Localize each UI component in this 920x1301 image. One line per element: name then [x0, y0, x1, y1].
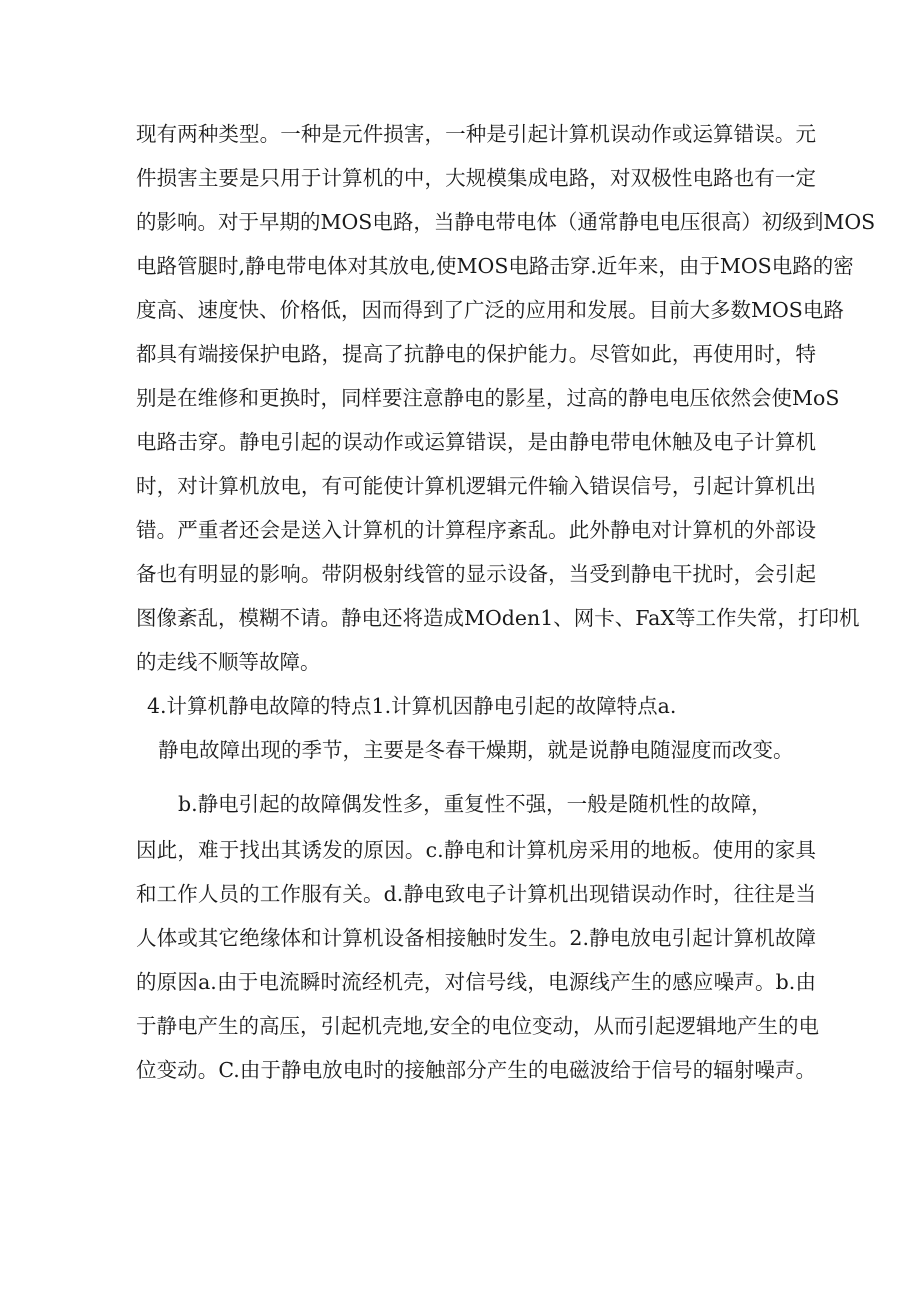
- text-line: 度高、速度快、价格低，因而得到了广泛的应用和发展。目前大多数MOS电路: [136, 298, 844, 322]
- text-line: 电路击穿。静电引起的误动作或运算错误，是由静电带电休触及电子计算机: [136, 430, 816, 454]
- text-line: 人体或其它绝缘体和计算机设备相接触时发生。2.静电放电引起计算机故障: [136, 926, 816, 950]
- text-line: 于静电产生的高压，引起机壳地,安全的电位变动，从而引起逻辑地产生的电: [136, 1014, 820, 1038]
- text-line: 的走线不顺等故障。: [136, 650, 321, 674]
- text-line: 因此，难于找出其诱发的原因。c.静电和计算机房采用的地板。使用的家具: [136, 838, 816, 862]
- text-line: 别是在维修和更换时，同样要注意静电的影星，过高的静电电压依然会使MoS: [136, 386, 840, 410]
- text-line: b.静电引起的故障偶发性多，重复性不强，一般是随机性的故障，: [178, 792, 772, 816]
- text-line: 时，对计算机放电，有可能使计算机逻辑元件输入错误信号，引起计算机出: [136, 474, 816, 498]
- text-line: 图像紊乱，模糊不请。静电还将造成MOden1、网卡、FaX等工作失常，打印机: [136, 606, 860, 630]
- text-line: 位变动。C.由于静电放电时的接触部分产生的电磁波给于信号的辐射噪声。: [136, 1058, 816, 1082]
- text-line: 件损害主要是只用于计算机的中，大规模集成电路，对双极性电路也有一定: [136, 166, 816, 190]
- text-line: 都具有端接保护电路，提高了抗静电的保护能力。尽管如此，再使用时，特: [136, 342, 816, 366]
- text-line: 静电故障出现的季节，主要是冬春干燥期，就是说静电随湿度而改变。: [158, 738, 794, 762]
- text-line: 电路管腿时,静电带电体对其放电,使MOS电路击穿.近年来，由于MOS电路的密: [136, 254, 854, 278]
- section-heading: 4.计算机静电故障的特点1.计算机因静电引起的故障特点a.: [147, 694, 677, 718]
- text-line: 错。严重者还会是送入计算机的计算程序紊乱。此外静电对计算机的外部设: [136, 518, 816, 542]
- text-line: 现有两种类型。一种是元件损害，一种是引起计算机误动作或运算错误。元: [136, 122, 816, 146]
- text-line: 的原因a.由于电流瞬时流经机壳，对信号线，电源线产生的感应噪声。b.由: [136, 970, 816, 994]
- text-line: 备也有明显的影响。带阴极射线管的显示设备，当受到静电干扰时，会引起: [136, 562, 816, 586]
- text-line: 的影响。对于早期的MOS电路，当静电带电体（通常静电电压很高）初级到MOS: [136, 210, 876, 234]
- text-line: 和工作人员的工作服有关。d.静电致电子计算机出现错误动作时，往往是当: [136, 882, 816, 906]
